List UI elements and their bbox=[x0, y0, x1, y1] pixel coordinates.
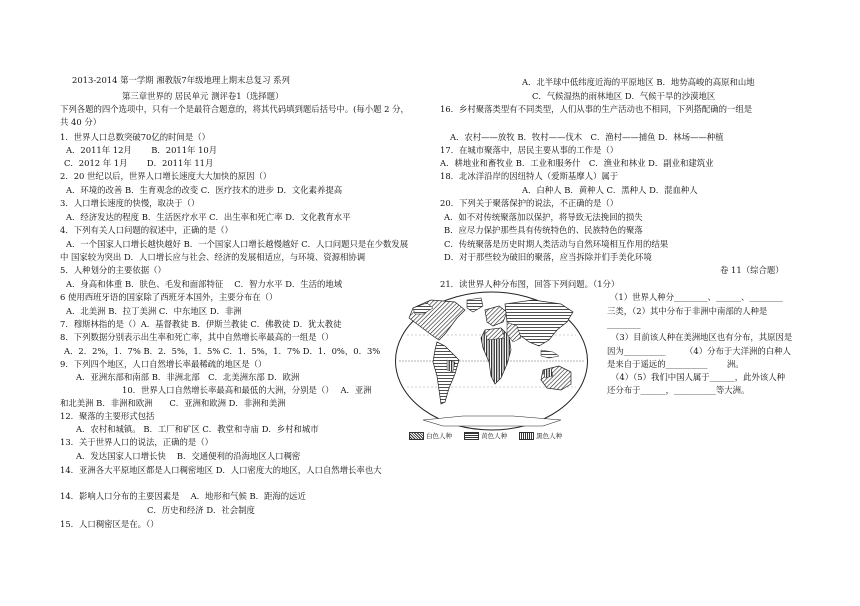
answer-line-8: 还分布于______，__________等大洲。 bbox=[607, 385, 750, 395]
exam-title: 2013-2014 第一学期 湘教版7年级地理上期末总复习 系列 bbox=[72, 75, 290, 85]
section-2-heading: 卷 11（综合题） bbox=[720, 265, 784, 275]
question-4: 4．下列有关人口问题的叙述中，正确的是（） bbox=[60, 225, 233, 235]
yellow-race-swatch bbox=[464, 432, 479, 440]
answer-line-4: （3）目前该人种在美洲地区也有分布，其原因是 bbox=[611, 332, 793, 342]
answer-line-6: 是来自于遥远的__________ 洲。 bbox=[607, 359, 744, 369]
question-18: 18．北冰洋沿岸的因纽特人（爱斯基摩人）属于 bbox=[440, 171, 619, 181]
question-7: 7．穆斯林指的是（）A．基督教徒 B．伊斯兰教徒 C．佛教徒 D．犹太教徒 bbox=[60, 319, 342, 329]
question-1: 1．世界人口总数突破70亿的时间是（） bbox=[60, 132, 210, 142]
black-race-swatch bbox=[519, 432, 534, 440]
answer-line-1: （1）世界人种分________、______、________ bbox=[610, 292, 783, 302]
question-17-options: A．耕地业和畜牧业 B．工业和服务什 C．渔业和林业 D．副业和建筑业 bbox=[440, 158, 714, 168]
question-1-options-ab: A．2011年 12月 B．2011年 10月 bbox=[66, 145, 218, 155]
question-18-options: A．白种人 B．黄种人 C．黑种人 D．混血种人 bbox=[522, 185, 698, 195]
legend-yellow-race bbox=[464, 432, 507, 440]
question-20-option-d: D．对于那些较为破旧的聚落，应当拆除并们手美化环境 bbox=[444, 252, 652, 262]
question-9: 9．下列四个地区，人口自然增长率最稀疏的地区是（） bbox=[60, 359, 267, 369]
question-5: 5．人种划分的主要依据（） bbox=[60, 265, 166, 275]
legend-yellow-label: 黄色人种 bbox=[481, 432, 508, 440]
instructions-line-1: 下列各题的四个选项中，只有一个是最符合题意的，将其代码填到题后括号中。(每小题 2 分， bbox=[60, 104, 409, 114]
question-20: 20．下列关于聚落保护的说法，不正确的是（） bbox=[440, 198, 619, 208]
legend-white-label: 白色人种 bbox=[426, 432, 452, 440]
instructions-line-2: 共 40 分） bbox=[60, 117, 102, 127]
question-10: 10．世界人口自然增长率最高和最低的大洲，分别是（） A．亚洲 bbox=[122, 385, 372, 395]
question-14-options-cd: C．历史和经济 D．社会制度 bbox=[147, 505, 255, 515]
legend-black-label: 黑色人种 bbox=[536, 432, 563, 440]
white-race-swatch bbox=[409, 432, 424, 440]
question-16: 16．乡村聚落类型有不同类型，人们从事的生产活动也不相同，下列搭配确的一组是 bbox=[440, 104, 753, 114]
question-8-options: A．2．2%，1．7% B．2．5%，1．5% C．1．5%，1．7% D．1．0%，0．3% bbox=[64, 346, 381, 356]
question-1-options-cd: C．2012 年 1月 D．2011年 11月 bbox=[64, 158, 214, 168]
question-5-options: A．身高和体重 B．肤色、毛发和面部特征 C．智力水平 D．生活的地域 bbox=[66, 279, 343, 289]
question-12-options: A．农村和城镇。 B．工厂和矿区 C．教堂和寺庙 D．乡村和城市 bbox=[76, 424, 319, 434]
unit-subtitle: 第三章世界的 居民单元 测评卷1（选择题） bbox=[122, 91, 284, 101]
question-10-options: 和北美洲 B．非洲和欧洲 C．亚洲和欧洲 D．非洲和美洲 bbox=[60, 398, 286, 408]
question-20-option-b: B．应尽力保护那些具有传统特色的、民族特色的聚落 bbox=[444, 225, 643, 235]
question-15-options-cd: C．气候湿热的雨林地区 D．气候干旱的沙漠地区 bbox=[532, 91, 716, 101]
question-2: 2．20 世纪以后，世界人口增长速度大大加快的原因（） bbox=[60, 171, 272, 181]
legend-white-race bbox=[409, 432, 452, 440]
question-16-options: A．农村——放牧 B．牧村——伐木 C．渔村——捕鱼 D．林场——种植 bbox=[450, 132, 724, 142]
answer-line-2: 三类，（2）其中分布于非洲中南部的人种是 bbox=[607, 306, 768, 316]
question-9-options: A．亚洲东部和南部 B．非洲北部 C．北美洲东部 D．欧洲 bbox=[76, 372, 300, 382]
answer-line-5: 因为__________ （4）分布于大洋洲的白种人 bbox=[607, 346, 791, 356]
australia-north bbox=[543, 368, 553, 378]
question-2-options: A．环境的改善 B．生育观念的改变 C．医疗技术的进步 D．文化素养提高 bbox=[66, 185, 343, 195]
question-3: 3．人口增长速度的快慢，取决于（） bbox=[60, 198, 200, 208]
question-14: 14．影响人口分布的主要因素是 A．地形和气候 B．距海的远近 bbox=[60, 491, 306, 501]
question-13: 13．关于世界人口的说法，正确的是（） bbox=[60, 437, 214, 447]
world-race-map bbox=[393, 290, 590, 437]
question-6: 6 使用西班牙语的国家除了西班牙本国外，主要分布在（） bbox=[60, 292, 278, 302]
question-13-options-cd: 14．亚洲各大平原地区都是人口稠密地区 D．人口密度大的地区，人口自然增长率也大 bbox=[60, 465, 382, 475]
world-map-drawing bbox=[393, 290, 590, 432]
question-12: 12．聚落的主要形式包括 bbox=[60, 411, 155, 421]
question-4-options-a: A．一个国家人口增长越快越好 B．一个国家人口增长越慢越好 C．人口问题只是在少数发展 bbox=[66, 239, 409, 249]
legend-black-race bbox=[519, 432, 562, 440]
question-15: 15．人口稠密区是在。（） bbox=[60, 519, 159, 529]
answer-line-7: （4）（5）我们中国人属于______，此外该人种 bbox=[611, 372, 785, 382]
question-17: 17．在城市聚落中，居民主要从事的工作是（） bbox=[440, 145, 619, 155]
answer-line-3: ________ bbox=[607, 319, 641, 329]
question-4-options-b: 中 国家较为突出 D．人口增长应与社会、经济的发展相适应，与环境、资源相协调 bbox=[60, 252, 366, 262]
question-3-options: A．经济发达的程度 B．生活医疗水平 C．出生率和死亡率 D．文化教育水平 bbox=[66, 212, 351, 222]
question-15-options-ab: A．北半球中低纬度近海的平原地区 B．地势高峻的高原和山地 bbox=[522, 77, 755, 87]
question-6-options: A．北美洲 B．拉丁美洲 C．中东地区 D．非洲 bbox=[66, 306, 242, 316]
question-8: 8．下列数据分别表示出生率和死亡率，其中自然增长率最高的一组是（） bbox=[60, 332, 334, 342]
map-legend bbox=[409, 432, 572, 440]
question-21: 21．读世界人种分布图，回答下列问题。（1分） bbox=[440, 279, 620, 289]
question-20-option-c: C．传统聚落是历史时期人类活动与自然环境相互作用的结果 bbox=[444, 239, 669, 249]
question-13-options-ab: A．发达国家人口增长快 B．交通便利的沿海地区人口稠密 bbox=[76, 451, 301, 461]
question-20-option-a: A．如不对传统聚落加以保护，将导致无法挽回的损失 bbox=[444, 212, 643, 222]
